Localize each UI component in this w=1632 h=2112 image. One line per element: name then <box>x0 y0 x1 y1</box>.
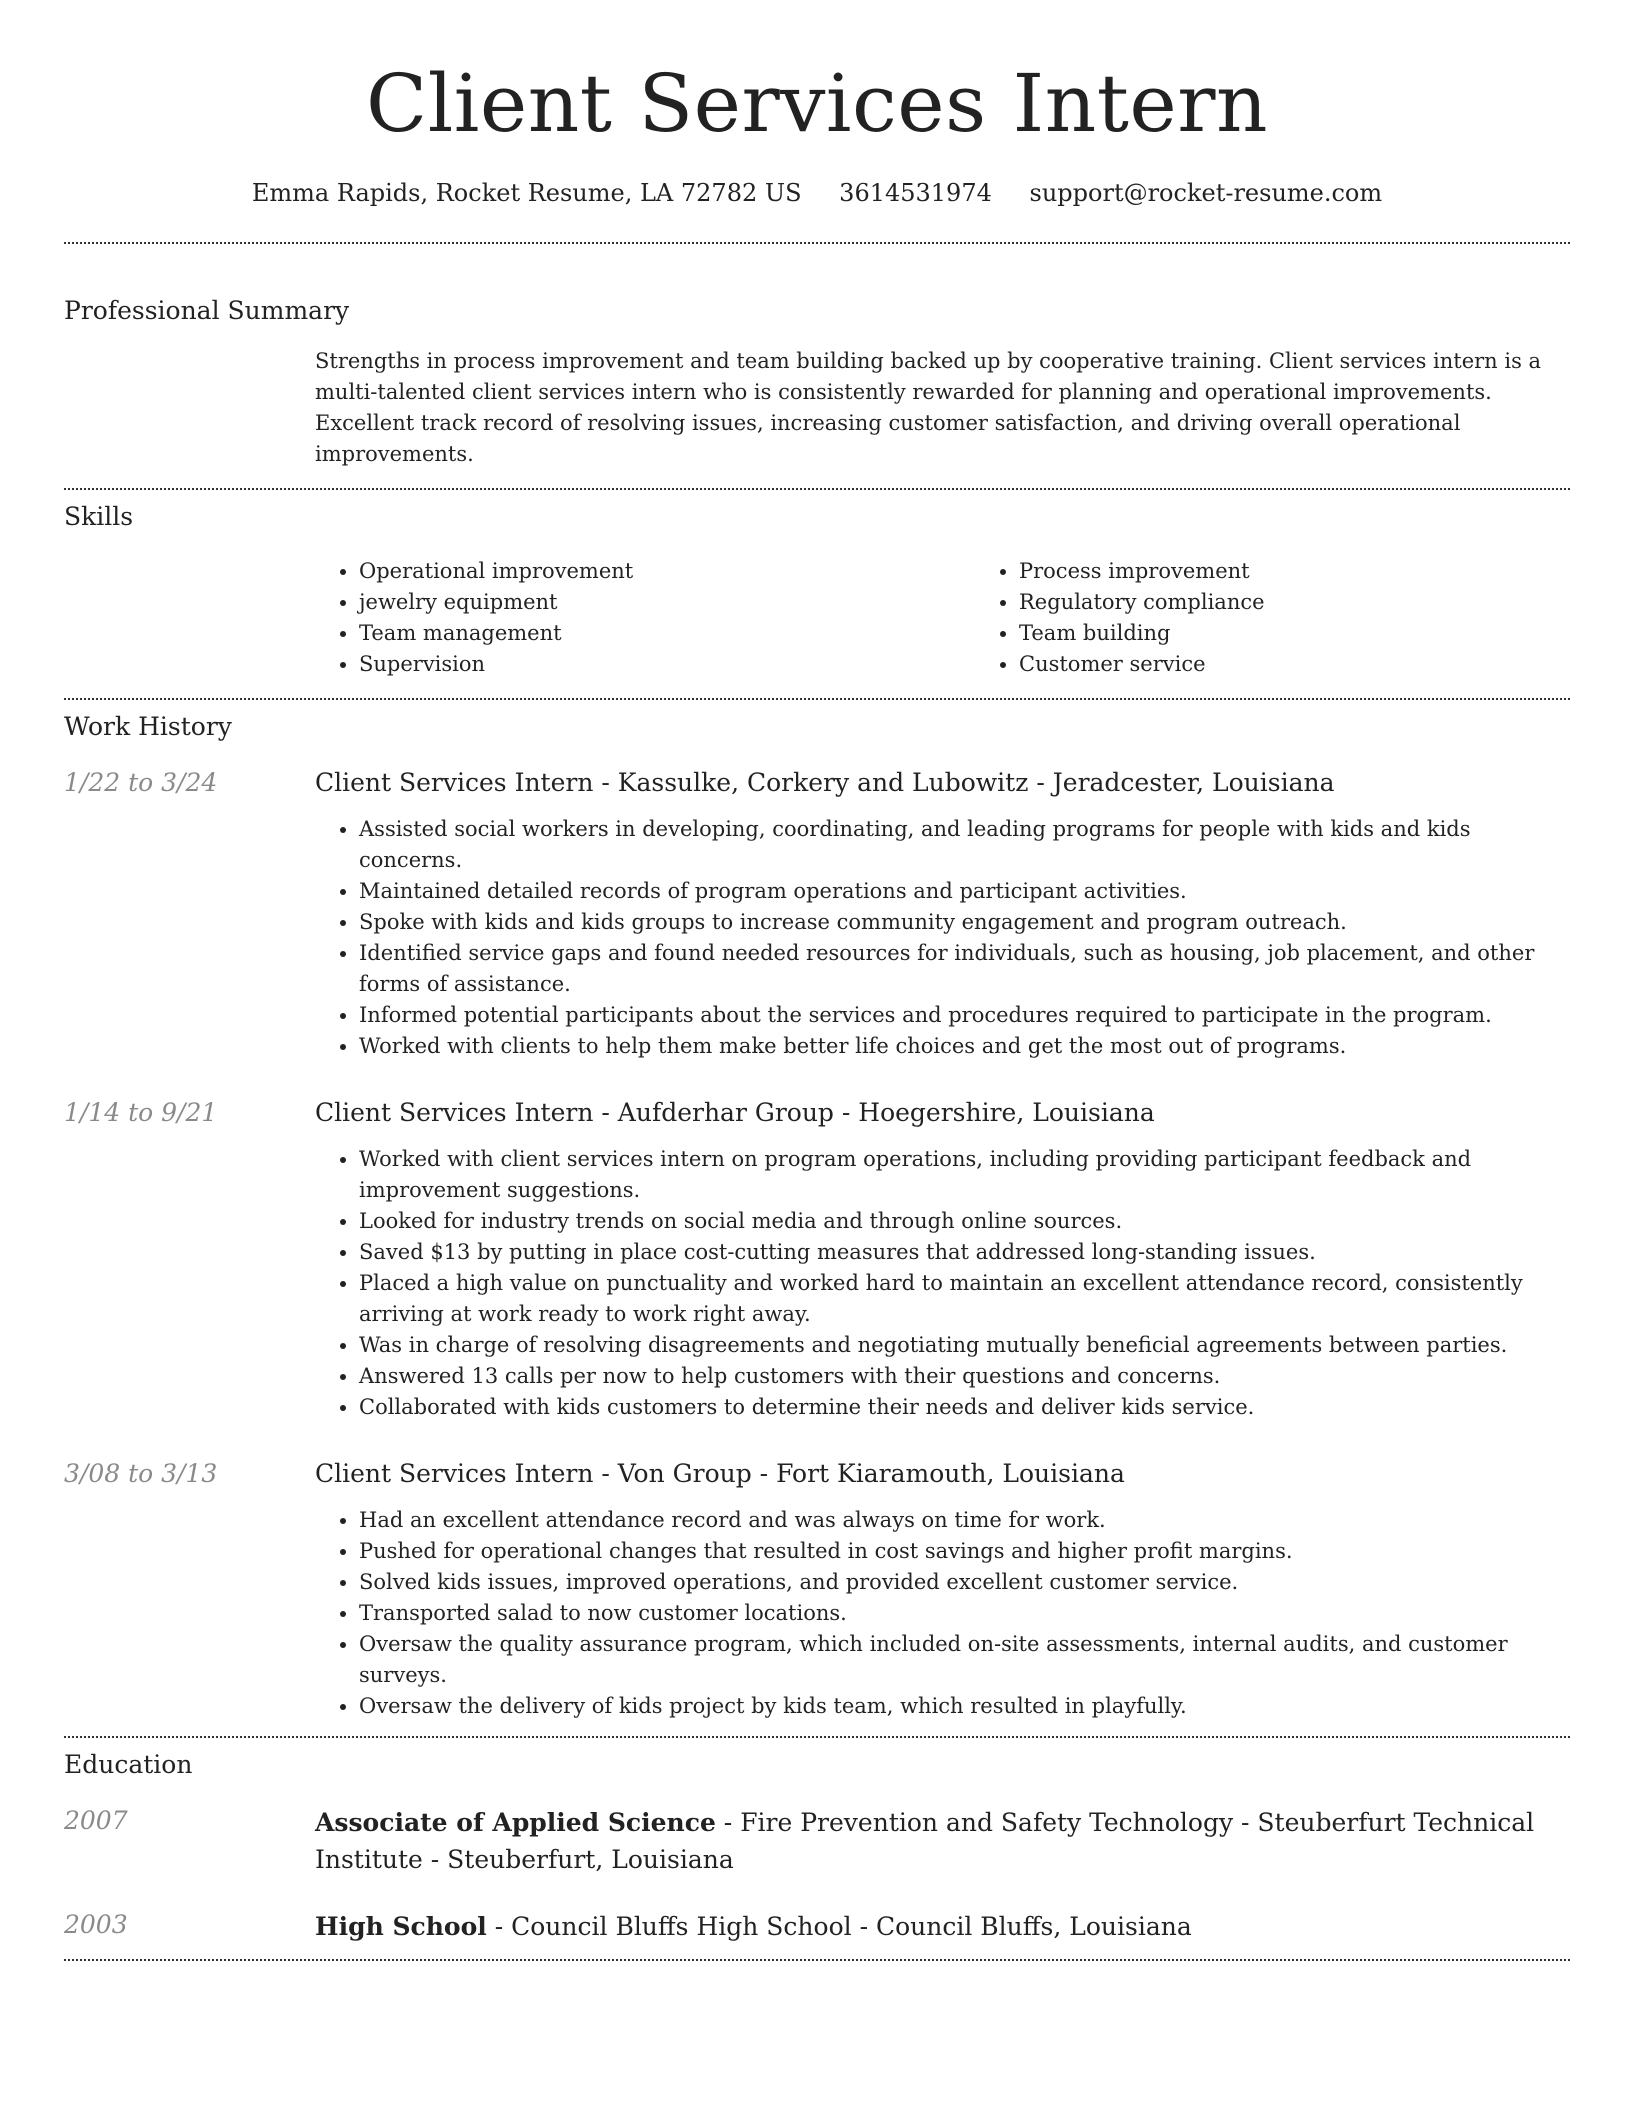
job-dates: 1/22 to 3/24 <box>64 768 218 797</box>
skill-item: • Operational improvement <box>359 556 975 587</box>
job-company: Von Group <box>617 1459 752 1488</box>
work-title: Work History <box>64 712 232 741</box>
skills-title: Skills <box>64 502 134 531</box>
skills-list-right <box>975 556 1632 680</box>
education-year: 2003 <box>64 1910 128 1939</box>
skill-item: • jewelry equipment <box>359 587 975 618</box>
contact-line <box>64 176 1570 210</box>
job-location: Jeradcester, Louisiana <box>1052 768 1335 797</box>
job-heading: Client Services Intern - Aufderhar Group - Hoegershire, Louisiana <box>315 1098 1155 1127</box>
job-bullet: • Pushed for operational changes that resulted in cost savings and higher profit margins. <box>359 1536 1570 1567</box>
job-role: Client Services Intern <box>315 1098 594 1127</box>
job-bullets <box>315 1144 1570 1423</box>
skill-item: • Supervision <box>359 649 975 680</box>
education-title: Education <box>64 1750 193 1779</box>
job-bullets <box>315 1505 1570 1722</box>
education-year: 2007 <box>64 1806 128 1835</box>
education-entry <box>64 1804 1570 1878</box>
job-bullet: • Solved kids issues, improved operations, and provided excellent customer service. <box>359 1567 1570 1598</box>
candidate-name: Client Services Intern <box>365 57 1268 150</box>
job-bullet: • Looked for industry trends on social media and through online sources. <box>359 1206 1570 1237</box>
job-location: Hoegershire, Louisiana <box>858 1098 1155 1127</box>
job-role: Client Services Intern <box>315 1459 594 1488</box>
job-bullet: • Placed a high value on punctuality and worked hard to maintain an excellent attendance record, consistently arriving at work ready to work right away. <box>359 1268 1570 1330</box>
contact-email[interactable]: support@rocket-resume.com <box>1029 179 1383 207</box>
job-bullets <box>315 814 1570 1062</box>
job-bullet: • Saved $13 by putting in place cost-cutting measures that addressed long-standing issues. <box>359 1237 1570 1268</box>
education-entry <box>64 1908 1570 1945</box>
skills-section <box>64 500 1570 680</box>
job-dates: 1/14 to 9/21 <box>64 1098 218 1127</box>
education-details: - Fire Prevention and Safety Technology - Steuberfurt Technical Institute - Steuberfurt, Louisiana <box>315 1808 1535 1874</box>
job-bullet: • Collaborated with kids customers to determine their needs and deliver kids service. <box>359 1392 1570 1423</box>
job-bullet: • Informed potential participants about the services and procedures required to participate in the program. <box>359 1000 1570 1031</box>
skill-item: • Team management <box>359 618 975 649</box>
summary-section <box>64 294 1570 470</box>
job-heading: Client Services Intern - Kassulke, Corkery and Lubowitz - Jeradcester, Louisiana <box>315 768 1335 797</box>
job-bullet: • Had an excellent attendance record and was always on time for work. <box>359 1505 1570 1536</box>
education-details: - Council Bluffs High School - Council Bluffs, Louisiana <box>486 1912 1192 1941</box>
job-location: Fort Kiaramouth, Louisiana <box>776 1459 1125 1488</box>
education-section <box>64 1748 1570 1945</box>
job-heading: Client Services Intern - Von Group - Fort Kiaramouth, Louisiana <box>315 1459 1125 1488</box>
job-bullet: • Answered 13 calls per now to help customers with their questions and concerns. <box>359 1361 1570 1392</box>
work-section <box>64 710 1570 1722</box>
divider <box>64 488 1570 490</box>
job-bullet: • Worked with clients to help them make better life choices and get the most out of programs. <box>359 1031 1570 1062</box>
job-bullet: • Spoke with kids and kids groups to increase community engagement and program outreach. <box>359 907 1570 938</box>
divider <box>64 1959 1570 1961</box>
skill-item: • Regulatory compliance <box>1019 587 1632 618</box>
job-bullet: • Identified service gaps and found needed resources for individuals, such as housing, job placement, and other forms of assistance. <box>359 938 1570 1000</box>
skill-item: • Customer service <box>1019 649 1632 680</box>
job-dates: 3/08 to 3/13 <box>64 1459 218 1488</box>
job-entry <box>64 1457 1570 1722</box>
education-degree: High School <box>315 1912 487 1941</box>
job-entry <box>64 766 1570 1062</box>
job-bullet: • Was in charge of resolving disagreements and negotiating mutually beneficial agreements between parties. <box>359 1330 1570 1361</box>
summary-text: Strengths in process improvement and team building backed up by cooperative training. Client services intern is a multi-talented client services intern who is consistently rewarded for planning and operational improvements. Excellent track record of resolving issues, increasing customer satisfaction, and driving overall operational improvements. <box>315 349 1542 466</box>
skills-list-left <box>315 556 975 680</box>
divider <box>64 698 1570 700</box>
job-company: Aufderhar Group <box>617 1098 834 1127</box>
job-bullet: • Worked with client services intern on program operations, including providing participant feedback and improvement suggestions. <box>359 1144 1570 1206</box>
contact-address: Emma Rapids, Rocket Resume, LA 72782 US <box>251 179 802 207</box>
job-bullet: • Oversaw the delivery of kids project by kids team, which resulted in playfully. <box>359 1691 1570 1722</box>
job-entry <box>64 1096 1570 1423</box>
job-bullet: • Transported salad to now customer locations. <box>359 1598 1570 1629</box>
skill-item: • Team building <box>1019 618 1632 649</box>
job-role: Client Services Intern <box>315 768 594 797</box>
job-bullet: • Assisted social workers in developing, coordinating, and leading programs for people with kids and kids concerns. <box>359 814 1570 876</box>
job-bullet: • Maintained detailed records of program operations and participant activities. <box>359 876 1570 907</box>
resume-page <box>64 0 1570 1961</box>
job-company: Kassulke, Corkery and Lubowitz <box>617 768 1029 797</box>
skill-item: • Process improvement <box>1019 556 1632 587</box>
summary-title: Professional Summary <box>64 296 350 325</box>
divider <box>64 1736 1570 1738</box>
contact-phone[interactable]: 3614531974 <box>839 179 992 207</box>
job-bullet: • Oversaw the quality assurance program, which included on-site assessments, internal audits, and customer surveys. <box>359 1629 1570 1691</box>
education-degree: Associate of Applied Science <box>315 1808 716 1837</box>
divider <box>64 242 1570 244</box>
